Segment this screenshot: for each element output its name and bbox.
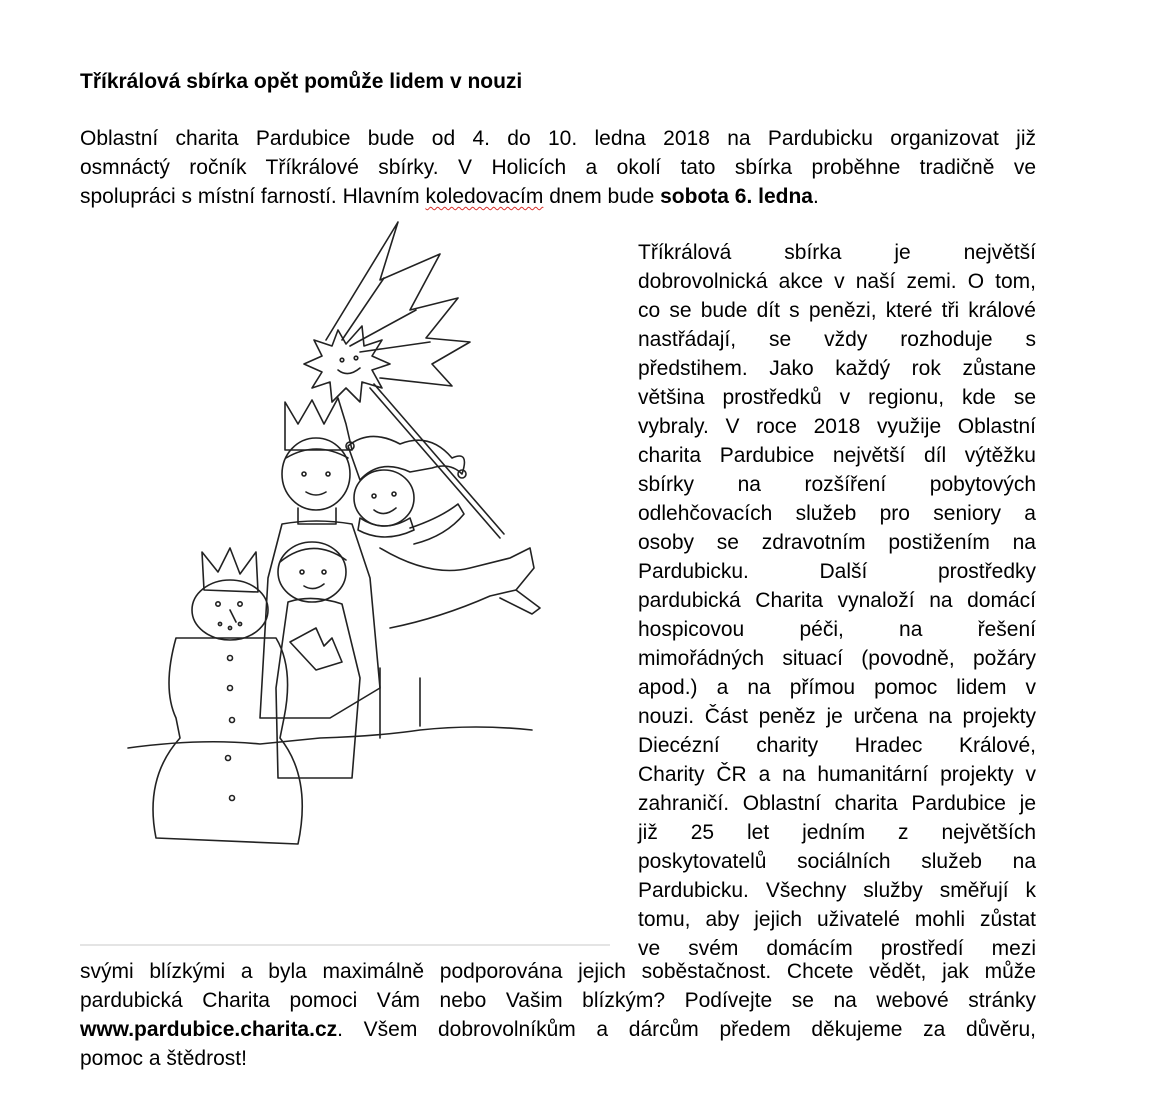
side-line: již 25 let jedním z největších <box>638 821 1036 844</box>
closing-line-3-text: . Všem dobrovolníkům a dárcům předem děkujeme za důvěru, <box>337 1018 1036 1041</box>
side-line: co se bude dít s penězi, které tři králové <box>638 299 1036 322</box>
article-title: Tříkrálová sbírka opět pomůže lidem v nouzi <box>80 70 523 93</box>
side-line: ve svém domácím prostředí mezi <box>638 937 1036 960</box>
closing-paragraph <box>80 957 1036 1073</box>
side-line: většina prostředků v regionu, kde se <box>638 386 1036 409</box>
intro-line-3-text-2: dnem bude <box>543 185 661 208</box>
side-line: hospicovou péči, na řešení <box>638 618 1036 641</box>
illustration-bottom-rule <box>80 944 610 946</box>
side-line: mimořádných situací (povodně, požáry <box>638 647 1036 670</box>
side-line: apod.) a na přímou pomoc lidem v <box>638 676 1036 699</box>
side-line: odlehčovacích služeb pro seniory a <box>638 502 1036 525</box>
side-line: Tříkrálová sbírka je největší <box>638 241 1036 264</box>
side-line: vybraly. V roce 2018 využije Oblastní <box>638 415 1036 438</box>
closing-line-4: pomoc a štědrost! <box>80 1047 247 1070</box>
intro-line-3-end: . <box>813 185 819 208</box>
side-line: charita Pardubice největší díl výtěžku <box>638 444 1036 467</box>
side-column-text <box>638 238 1036 963</box>
website-link[interactable]: www.pardubice.charita.cz <box>80 1018 338 1041</box>
side-line: tomu, aby jejich uživatelé mohli zůstat <box>638 908 1036 931</box>
collection-day-highlight: sobota 6. ledna <box>660 185 813 208</box>
side-line: pardubická Charita vynaloží na domácí <box>638 589 1036 612</box>
side-line: nastřádají, se vždy rozhoduje s <box>638 328 1036 351</box>
side-line: nouzi. Část peněz je určena na projekty <box>638 705 1036 728</box>
intro-paragraph <box>80 124 1036 211</box>
intro-line-1: Oblastní charita Pardubice bude od 4. do 10. ledna 2018 na Pardubicku organizovat již <box>80 127 1036 150</box>
side-line: předstihem. Jako každý rok zůstane <box>638 357 1036 380</box>
three-kings-illustration <box>80 218 610 948</box>
side-line: zahraničí. Oblastní charita Pardubice je <box>638 792 1036 815</box>
intro-line-2: osmnáctý ročník Tříkrálové sbírky. V Holicích a okolí tato sbírka proběhne tradičně ve <box>80 156 1036 179</box>
side-line: osoby se zdravotním postižením na <box>638 531 1036 554</box>
side-line: poskytovatelů sociálních služeb na <box>638 850 1036 873</box>
spellcheck-flagged-word[interactable]: koledovacím <box>425 185 544 208</box>
intro-line-3 <box>80 182 1036 211</box>
side-line: sbírky na rozšíření pobytových <box>638 473 1036 496</box>
side-line: Pardubicku. Další prostředky <box>638 560 1036 583</box>
three-kings-snowman-drawing-icon <box>80 218 610 948</box>
closing-line-2: pardubická Charita pomoci Vám nebo Vašim blízkým? Podívejte se na webové stránky <box>80 989 1036 1012</box>
side-line: Charity ČR a na humanitární projekty v <box>638 763 1036 786</box>
side-line: dobrovolnická akce v naší zemi. O tom, <box>638 270 1036 293</box>
closing-line-1: svými blízkými a byla maximálně podporována jejich soběstačnost. Chcete vědět, jak může <box>80 960 1036 983</box>
side-line: Pardubicku. Všechny služby směřují k <box>638 879 1036 902</box>
intro-line-3-text: spolupráci s místní farností. Hlavním <box>80 185 426 208</box>
closing-line-3 <box>80 1015 1036 1044</box>
side-line: Diecézní charity Hradec Králové, <box>638 734 1036 757</box>
